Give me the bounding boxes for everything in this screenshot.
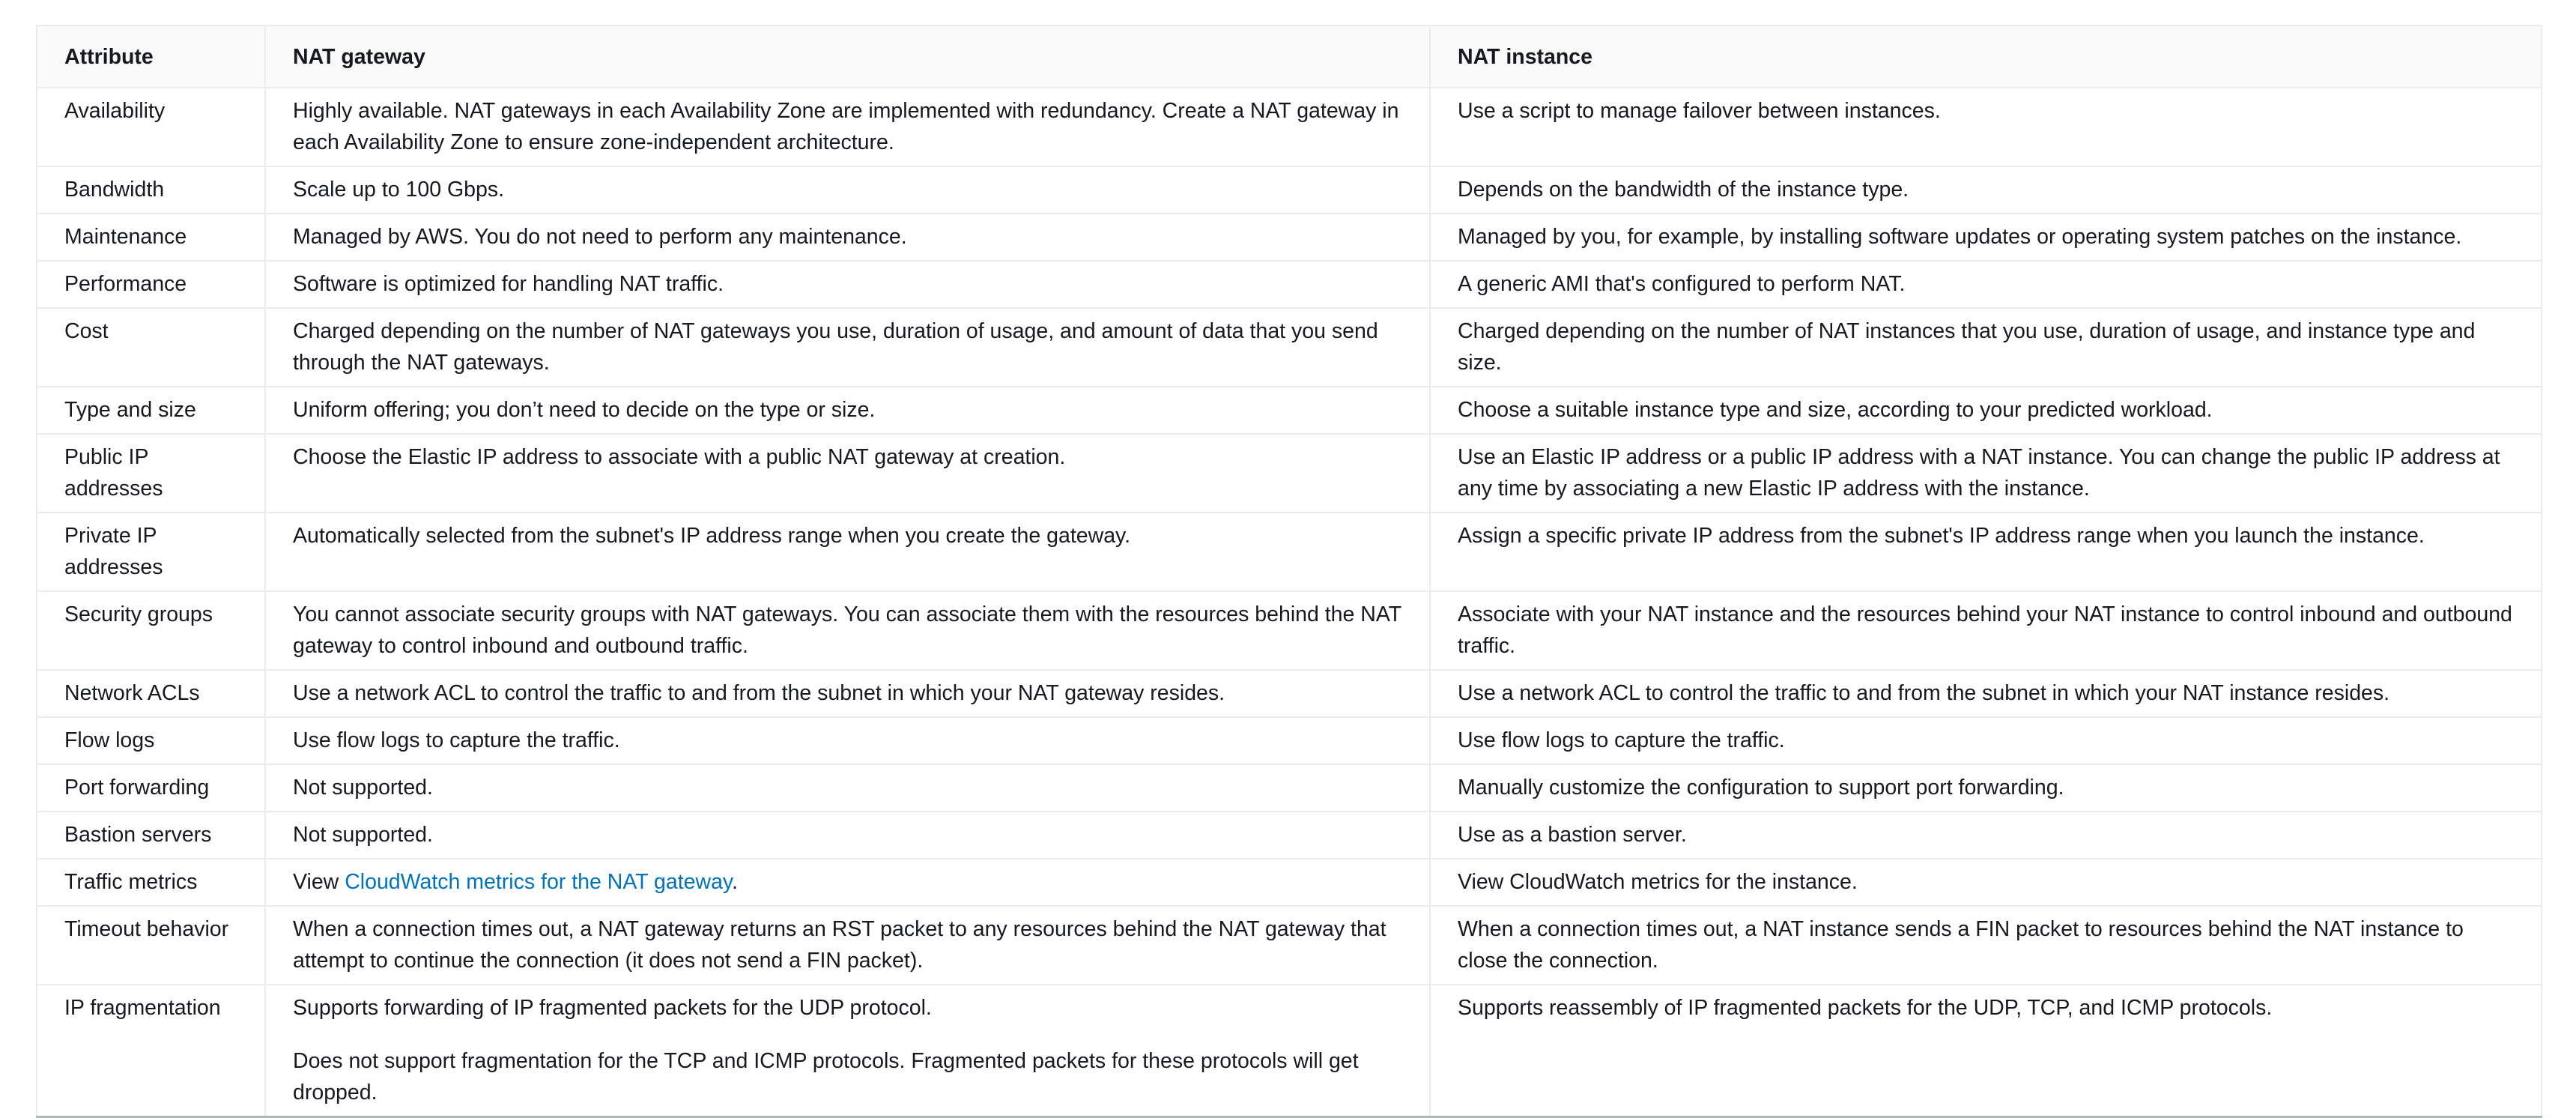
cell-attribute: Flow logs	[37, 717, 265, 764]
cell-attribute: Traffic metrics	[37, 859, 265, 906]
cell-nat-gateway: Not supported.	[265, 812, 1430, 859]
table-row	[37, 513, 2542, 591]
table-row	[37, 308, 2542, 387]
table-row	[37, 906, 2542, 985]
cell-attribute: IP fragmentation	[37, 985, 265, 1117]
cell-nat-instance: Use a script to manage failover between instances.	[1430, 88, 2542, 166]
cell-attribute: Cost	[37, 308, 265, 387]
cell-attribute: Timeout behavior	[37, 906, 265, 985]
cell-nat-instance: Depends on the bandwidth of the instance type.	[1430, 166, 2542, 214]
table-row	[37, 387, 2542, 434]
cell-nat-gateway: Scale up to 100 Gbps.	[265, 166, 1430, 214]
cell-nat-instance: Managed by you, for example, by installing software updates or operating system patches on the instance.	[1430, 214, 2542, 261]
header-nat-instance: NAT instance	[1430, 25, 2542, 88]
comparison-table	[36, 25, 2542, 1118]
cell-nat-gateway	[265, 859, 1430, 906]
cell-attribute: Bandwidth	[37, 166, 265, 214]
cell-paragraph: Does not support fragmentation for the TCP and ICMP protocols. Fragmented packets for these protocols will get dropped.	[293, 1049, 1359, 1105]
table-row	[37, 717, 2542, 764]
table-row	[37, 591, 2542, 670]
table-row	[37, 670, 2542, 717]
cell-nat-gateway: You cannot associate security groups with NAT gateways. You can associate them with the resources behind the NAT gateway to control inbound and outbound traffic.	[265, 591, 1430, 670]
cell-paragraph: Supports forwarding of IP fragmented packets for the UDP protocol.	[293, 996, 932, 1020]
cell-attribute: Network ACLs	[37, 670, 265, 717]
cell-nat-instance: Choose a suitable instance type and size, according to your predicted workload.	[1430, 387, 2542, 434]
cell-nat-gateway	[265, 985, 1430, 1117]
table-row	[37, 985, 2542, 1117]
cell-attribute: Private IP addresses	[37, 513, 265, 591]
cell-nat-gateway: Automatically selected from the subnet's IP address range when you create the gateway.	[265, 513, 1430, 591]
cell-nat-gateway: Not supported.	[265, 764, 1430, 812]
cell-nat-instance: Assign a specific private IP address from the subnet's IP address range when you launch the instance.	[1430, 513, 2542, 591]
table-row	[37, 812, 2542, 859]
cell-attribute: Performance	[37, 261, 265, 308]
cell-nat-instance: Charged depending on the number of NAT instances that you use, duration of usage, and instance type and size.	[1430, 308, 2542, 387]
cell-nat-gateway: Choose the Elastic IP address to associate with a public NAT gateway at creation.	[265, 434, 1430, 513]
traffic-metrics-prefix: View	[293, 870, 345, 894]
cell-nat-instance: A generic AMI that's configured to perform NAT.	[1430, 261, 2542, 308]
cell-nat-gateway: Charged depending on the number of NAT gateways you use, duration of usage, and amount of data that you send through the NAT gateways.	[265, 308, 1430, 387]
cell-nat-gateway: When a connection times out, a NAT gateway returns an RST packet to any resources behind the NAT gateway that attempt to continue the connection (it does not send a FIN packet).	[265, 906, 1430, 985]
table-row	[37, 764, 2542, 812]
table-row	[37, 214, 2542, 261]
cell-nat-instance: Associate with your NAT instance and the resources behind your NAT instance to control inbound and outbound traffic.	[1430, 591, 2542, 670]
table-row	[37, 88, 2542, 166]
cell-attribute: Security groups	[37, 591, 265, 670]
cell-nat-gateway: Use a network ACL to control the traffic to and from the subnet in which your NAT gateway resides.	[265, 670, 1430, 717]
cell-nat-instance: Use a network ACL to control the traffic to and from the subnet in which your NAT instance resides.	[1430, 670, 2542, 717]
cell-nat-instance: Use an Elastic IP address or a public IP address with a NAT instance. You can change the public IP address at any time by associating a new Elastic IP address with the instance.	[1430, 434, 2542, 513]
cell-nat-instance: View CloudWatch metrics for the instance.	[1430, 859, 2542, 906]
cell-nat-instance: Use as a bastion server.	[1430, 812, 2542, 859]
cell-nat-instance: Supports reassembly of IP fragmented packets for the UDP, TCP, and ICMP protocols.	[1430, 985, 2542, 1117]
cell-nat-gateway: Software is optimized for handling NAT traffic.	[265, 261, 1430, 308]
table-row	[37, 166, 2542, 214]
cell-attribute: Bastion servers	[37, 812, 265, 859]
cell-attribute: Port forwarding	[37, 764, 265, 812]
cell-nat-gateway: Use flow logs to capture the traffic.	[265, 717, 1430, 764]
cell-nat-gateway: Uniform offering; you don’t need to decide on the type or size.	[265, 387, 1430, 434]
comparison-table-container	[36, 25, 2541, 1118]
cell-attribute: Type and size	[37, 387, 265, 434]
header-nat-gateway: NAT gateway	[265, 25, 1430, 88]
cell-attribute: Availability	[37, 88, 265, 166]
cell-nat-instance: When a connection times out, a NAT instance sends a FIN packet to resources behind the NAT instance to close the connection.	[1430, 906, 2542, 985]
cell-nat-gateway: Highly available. NAT gateways in each Availability Zone are implemented with redundancy. Create a NAT gateway in each Availability Zone to ensure zone-independent architecture.	[265, 88, 1430, 166]
traffic-metrics-suffix: .	[732, 870, 738, 894]
cell-attribute: Public IP addresses	[37, 434, 265, 513]
cell-nat-instance: Manually customize the configuration to support port forwarding.	[1430, 764, 2542, 812]
table-row	[37, 261, 2542, 308]
header-attribute: Attribute	[37, 25, 265, 88]
cloudwatch-metrics-link[interactable]: CloudWatch metrics for the NAT gateway	[345, 870, 733, 894]
cell-nat-gateway: Managed by AWS. You do not need to perform any maintenance.	[265, 214, 1430, 261]
table-row	[37, 434, 2542, 513]
table-header-row	[37, 25, 2542, 88]
cell-attribute: Maintenance	[37, 214, 265, 261]
cell-nat-instance: Use flow logs to capture the traffic.	[1430, 717, 2542, 764]
table-row	[37, 859, 2542, 906]
